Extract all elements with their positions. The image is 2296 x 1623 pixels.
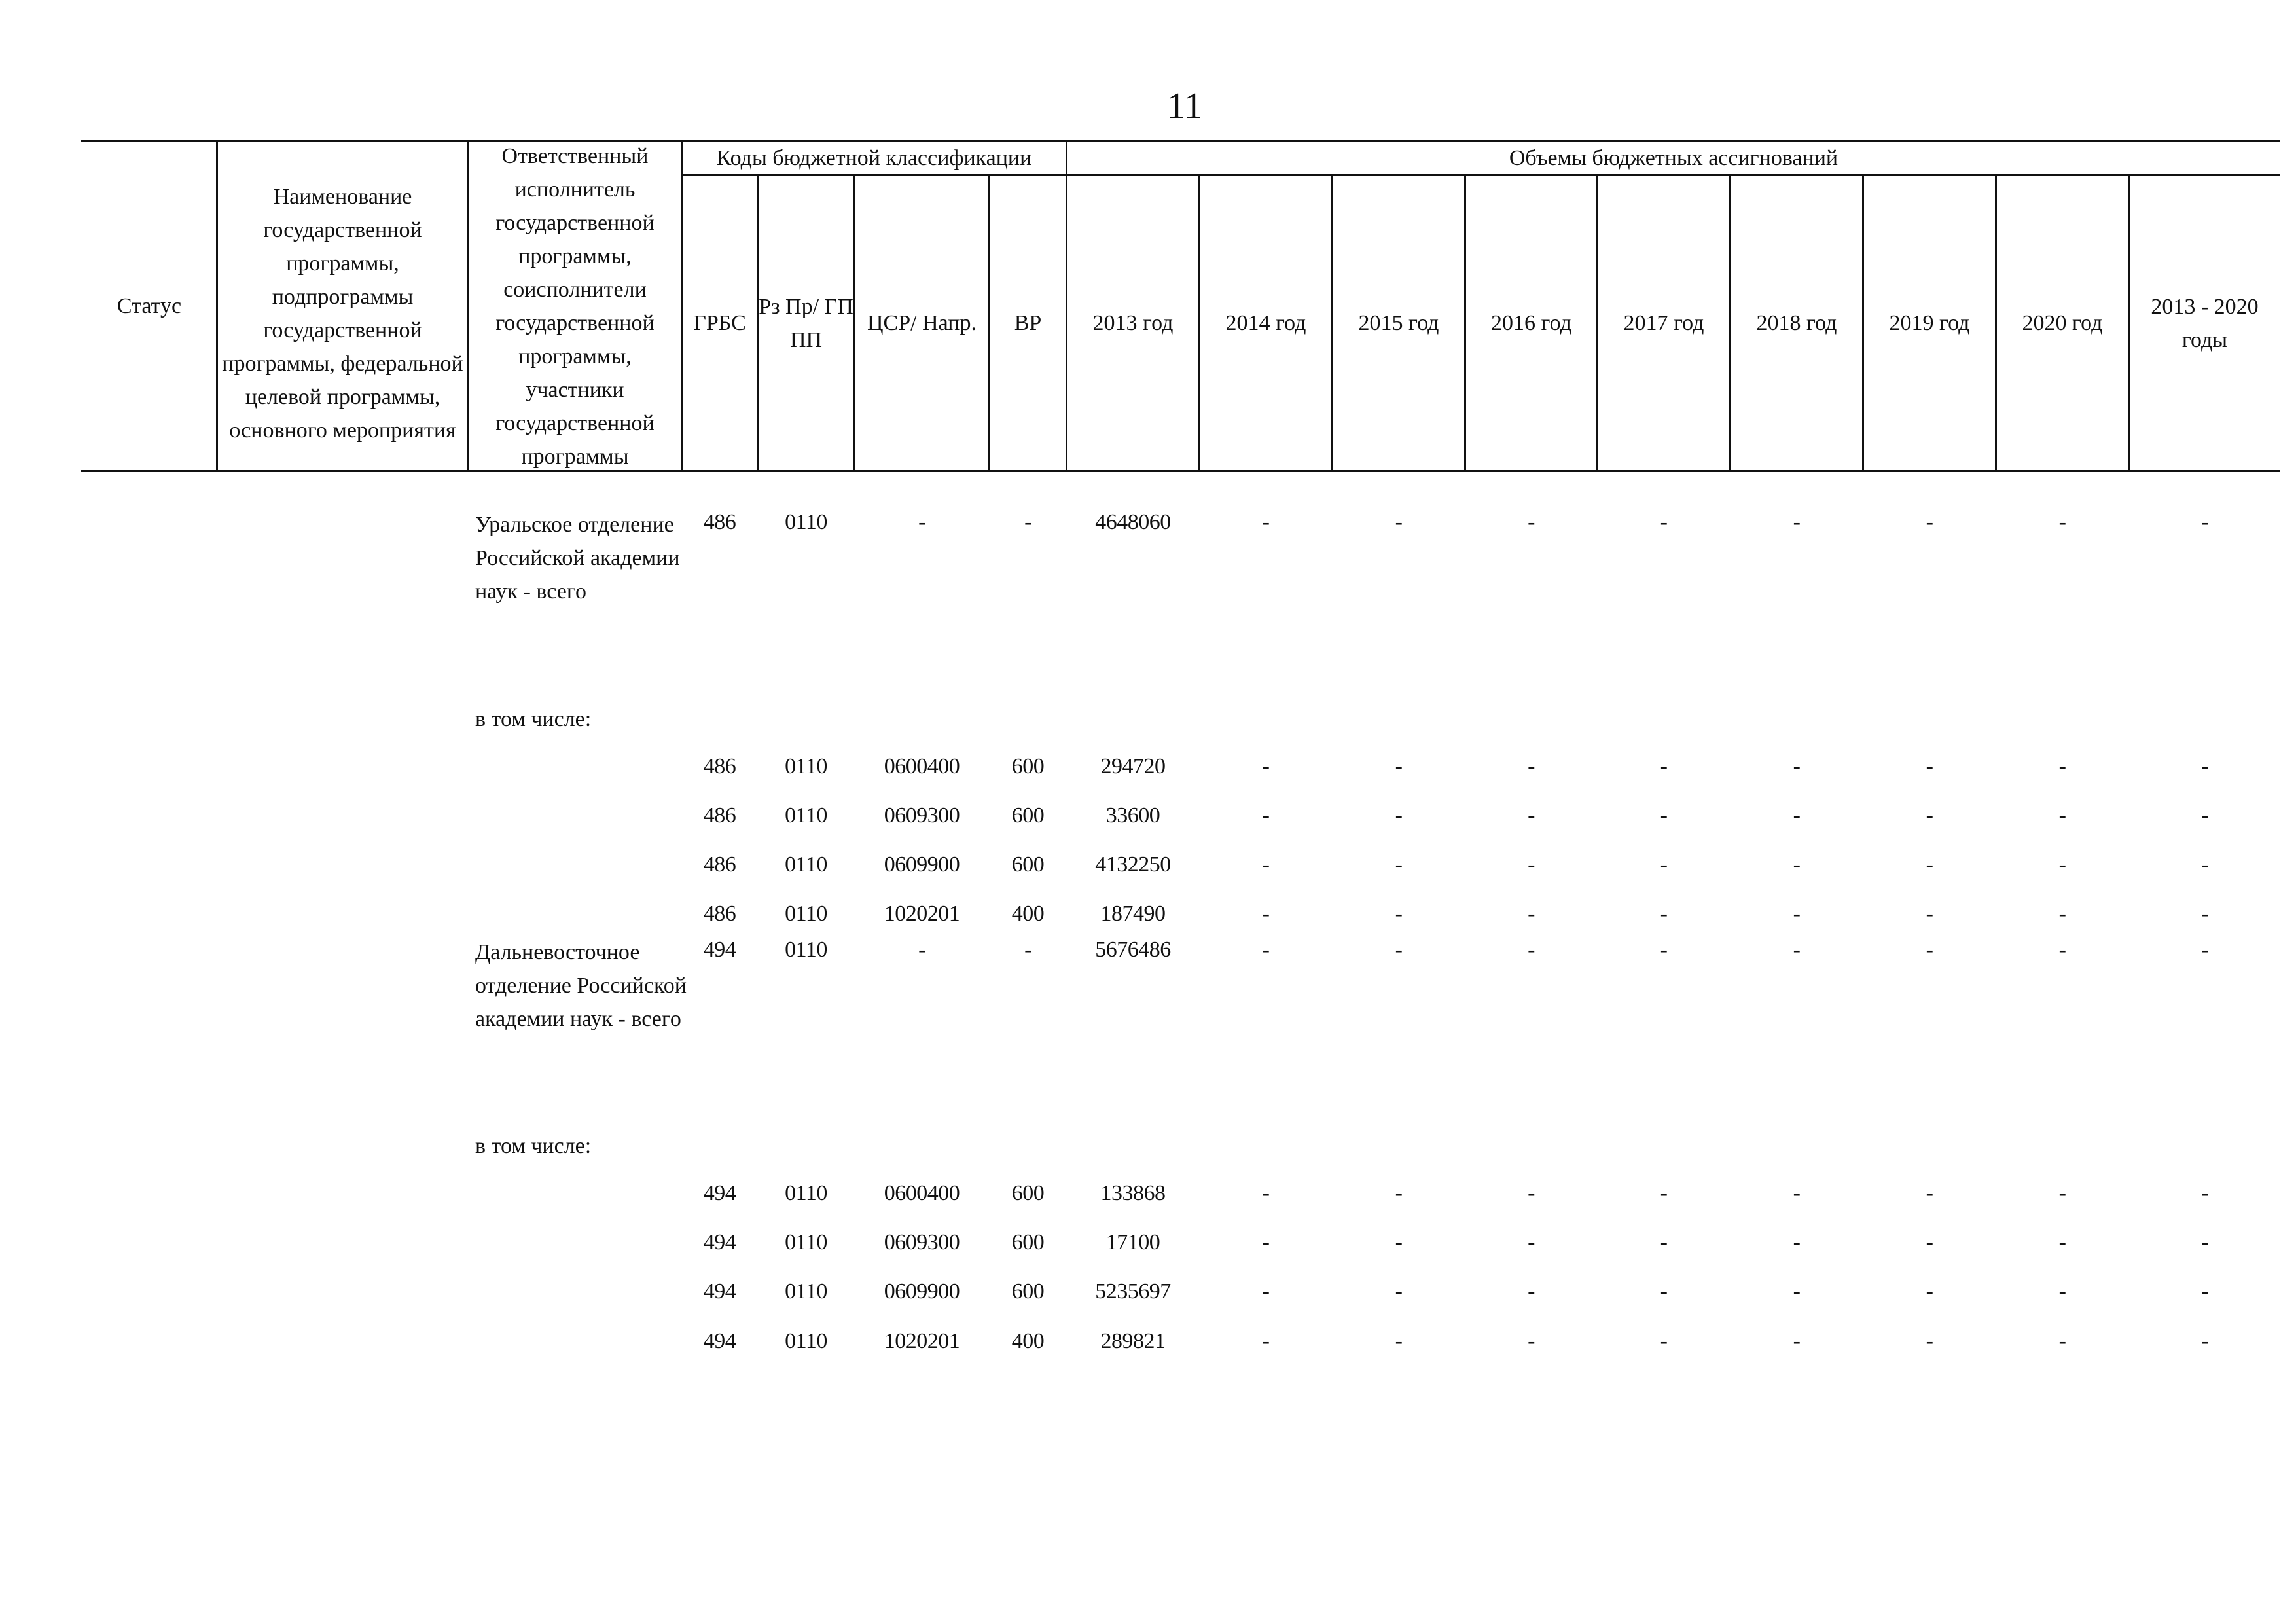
- header-year-2018: 2018 год: [1756, 311, 1837, 335]
- value-cell: -: [2201, 902, 2208, 926]
- code-cell-vr: 600: [1011, 1279, 1045, 1304]
- value-cell: 187490: [1100, 902, 1166, 926]
- value-cell: -: [1395, 902, 1403, 926]
- value-cell: -: [1660, 803, 1668, 828]
- value-cell: -: [1395, 1230, 1403, 1254]
- code-cell-vr: 600: [1011, 803, 1045, 828]
- value-cell: -: [1793, 803, 1801, 828]
- executor-cell: Дальневосточное отделение Российской академии наук - всего: [475, 940, 687, 1031]
- code-cell-vr: 400: [1011, 902, 1045, 926]
- value-cell: -: [2058, 902, 2066, 926]
- value-cell: 17100: [1105, 1230, 1160, 1254]
- value-cell: -: [2201, 803, 2208, 828]
- code-cell-grbs: 494: [703, 1329, 736, 1353]
- header-vr: ВР: [1014, 311, 1042, 335]
- value-cell: 4132250: [1095, 852, 1171, 877]
- value-cell: 33600: [1105, 803, 1160, 828]
- code-cell-rz-pr: 0110: [785, 1279, 827, 1304]
- value-cell: -: [1262, 902, 1270, 926]
- value-cell: -: [1262, 938, 1270, 962]
- value-cell: -: [1262, 1279, 1270, 1304]
- code-cell-vr: 600: [1011, 1230, 1045, 1254]
- code-cell-csr: -: [918, 510, 925, 534]
- value-cell: -: [1660, 1279, 1668, 1304]
- header-year-2020: 2020 год: [2022, 311, 2103, 335]
- value-cell: -: [2058, 1230, 2066, 1254]
- code-cell-vr: -: [1024, 938, 1031, 962]
- value-cell: -: [1793, 938, 1801, 962]
- value-cell: -: [1926, 938, 1933, 962]
- value-cell: -: [1262, 1329, 1270, 1353]
- code-cell-vr: 600: [1011, 852, 1045, 877]
- value-cell: -: [1926, 1230, 1933, 1254]
- value-cell: -: [1660, 1329, 1668, 1353]
- code-cell-vr: 400: [1011, 1329, 1045, 1353]
- value-cell: -: [1926, 1181, 1933, 1205]
- value-cell: -: [1528, 1230, 1535, 1254]
- value-cell: -: [2201, 852, 2208, 877]
- code-cell-csr: 0609900: [884, 852, 960, 877]
- value-cell: -: [1528, 1279, 1535, 1304]
- value-cell: -: [1528, 754, 1535, 778]
- code-cell-rz-pr: 0110: [785, 852, 827, 877]
- value-cell: -: [1926, 902, 1933, 926]
- header-top-rule: [81, 140, 2280, 142]
- header-grbs: ГРБС: [693, 311, 746, 335]
- value-cell: -: [1660, 902, 1668, 926]
- value-cell: -: [1395, 1279, 1403, 1304]
- code-cell-rz-pr: 0110: [785, 803, 827, 828]
- executor-cell: в том числе:: [475, 1134, 592, 1158]
- value-cell: -: [1926, 1279, 1933, 1304]
- header-csr: ЦСР/ Напр.: [867, 311, 977, 335]
- header-rz-pr: Рз Пр/ ГП ПП: [759, 294, 853, 352]
- value-cell: -: [2058, 938, 2066, 962]
- code-cell-rz-pr: 0110: [785, 1230, 827, 1254]
- value-cell: -: [2201, 510, 2208, 534]
- value-cell: -: [1395, 803, 1403, 828]
- value-cell: -: [2201, 754, 2208, 778]
- value-cell: -: [2058, 1181, 2066, 1205]
- value-cell: 4648060: [1095, 510, 1171, 534]
- code-cell-grbs: 494: [703, 1230, 736, 1254]
- value-cell: -: [1262, 1230, 1270, 1254]
- code-cell-rz-pr: 0110: [785, 1329, 827, 1353]
- header-volumes-group: Объемы бюджетных ассигнований: [1509, 146, 1839, 170]
- header-year-2015: 2015 год: [1358, 311, 1439, 335]
- value-cell: -: [1262, 1181, 1270, 1205]
- value-cell: -: [1793, 902, 1801, 926]
- value-cell: -: [1793, 1181, 1801, 1205]
- value-cell: -: [1528, 902, 1535, 926]
- value-cell: 289821: [1100, 1329, 1166, 1353]
- code-cell-rz-pr: 0110: [785, 938, 827, 962]
- code-cell-csr: 0600400: [884, 1181, 960, 1205]
- value-cell: -: [1793, 1279, 1801, 1304]
- code-cell-grbs: 494: [703, 938, 736, 962]
- header-bottom-rule: [81, 470, 2280, 472]
- code-cell-vr: -: [1024, 510, 1031, 534]
- code-cell-csr: 1020201: [884, 1329, 960, 1353]
- value-cell: -: [1793, 1230, 1801, 1254]
- value-cell: -: [1660, 852, 1668, 877]
- value-cell: -: [1262, 803, 1270, 828]
- value-cell: -: [2201, 1279, 2208, 1304]
- value-cell: 5235697: [1095, 1279, 1171, 1304]
- value-cell: -: [2058, 852, 2066, 877]
- header-status: Статус: [117, 294, 182, 318]
- value-cell: -: [1395, 938, 1403, 962]
- value-cell: -: [2058, 1279, 2066, 1304]
- value-cell: -: [1528, 510, 1535, 534]
- code-cell-csr: 0609300: [884, 1230, 960, 1254]
- code-cell-rz-pr: 0110: [785, 902, 827, 926]
- value-cell: -: [1528, 1329, 1535, 1353]
- page-number: 11: [1167, 86, 1202, 126]
- header-name: Наименование государственной программы, подпрограммы государственной программы, федеральной целевой программы, основного мероприятия: [222, 185, 463, 443]
- value-cell: -: [2058, 803, 2066, 828]
- code-cell-grbs: 486: [703, 852, 736, 877]
- value-cell: -: [1926, 852, 1933, 877]
- value-cell: -: [1926, 1329, 1933, 1353]
- code-cell-vr: 600: [1011, 1181, 1045, 1205]
- value-cell: -: [1395, 510, 1403, 534]
- executor-cell: в том числе:: [475, 707, 592, 731]
- value-cell: 133868: [1100, 1181, 1166, 1205]
- code-cell-rz-pr: 0110: [785, 510, 827, 534]
- value-cell: -: [1528, 852, 1535, 877]
- value-cell: -: [2201, 1181, 2208, 1205]
- value-cell: -: [1793, 510, 1801, 534]
- value-cell: -: [1528, 803, 1535, 828]
- code-cell-rz-pr: 0110: [785, 1181, 827, 1205]
- code-cell-rz-pr: 0110: [785, 754, 827, 778]
- header-year-total: 2013 - 2020 годы: [2151, 294, 2259, 352]
- value-cell: -: [1528, 1181, 1535, 1205]
- code-cell-grbs: 494: [703, 1279, 736, 1304]
- value-cell: -: [1926, 754, 1933, 778]
- value-cell: -: [1660, 1181, 1668, 1205]
- value-cell: -: [1660, 510, 1668, 534]
- code-cell-grbs: 486: [703, 803, 736, 828]
- header-year-2013: 2013 год: [1092, 311, 1174, 335]
- code-cell-grbs: 486: [703, 510, 736, 534]
- code-cell-csr: 0609900: [884, 1279, 960, 1304]
- code-cell-csr: -: [918, 938, 925, 962]
- value-cell: -: [2201, 938, 2208, 962]
- code-cell-grbs: 486: [703, 754, 736, 778]
- value-cell: -: [2058, 1329, 2066, 1353]
- header-year-2019: 2019 год: [1889, 311, 1970, 335]
- value-cell: -: [1395, 754, 1403, 778]
- code-cell-vr: 600: [1011, 754, 1045, 778]
- value-cell: -: [1262, 510, 1270, 534]
- value-cell: -: [1926, 510, 1933, 534]
- value-cell: -: [1395, 1181, 1403, 1205]
- value-cell: -: [1660, 754, 1668, 778]
- value-cell: -: [1528, 938, 1535, 962]
- code-cell-csr: 0609300: [884, 803, 960, 828]
- value-cell: -: [1262, 852, 1270, 877]
- value-cell: 5676486: [1095, 938, 1171, 962]
- code-cell-csr: 1020201: [884, 902, 960, 926]
- value-cell: -: [1395, 1329, 1403, 1353]
- value-cell: -: [1793, 1329, 1801, 1353]
- header-executor: Ответственный исполнитель государственной программы, соисполнители государственной программы, участники государственной программы: [495, 143, 655, 469]
- value-cell: -: [2058, 510, 2066, 534]
- value-cell: -: [2058, 754, 2066, 778]
- value-cell: -: [1660, 938, 1668, 962]
- value-cell: -: [1262, 754, 1270, 778]
- executor-cell: Уральское отделение Российской академии наук - всего: [475, 513, 680, 604]
- value-cell: -: [1395, 852, 1403, 877]
- value-cell: -: [2201, 1230, 2208, 1254]
- value-cell: 294720: [1100, 754, 1166, 778]
- header-year-2014: 2014 год: [1225, 311, 1306, 335]
- code-cell-grbs: 486: [703, 902, 736, 926]
- header-codes-group: Коды бюджетной классификации: [716, 146, 1032, 170]
- value-cell: -: [1793, 852, 1801, 877]
- code-cell-grbs: 494: [703, 1181, 736, 1205]
- value-cell: -: [1926, 803, 1933, 828]
- value-cell: -: [1660, 1230, 1668, 1254]
- header-year-2017: 2017 год: [1623, 311, 1704, 335]
- value-cell: -: [2201, 1329, 2208, 1353]
- header-year-2016: 2016 год: [1491, 311, 1571, 335]
- value-cell: -: [1793, 754, 1801, 778]
- code-cell-csr: 0600400: [884, 754, 960, 778]
